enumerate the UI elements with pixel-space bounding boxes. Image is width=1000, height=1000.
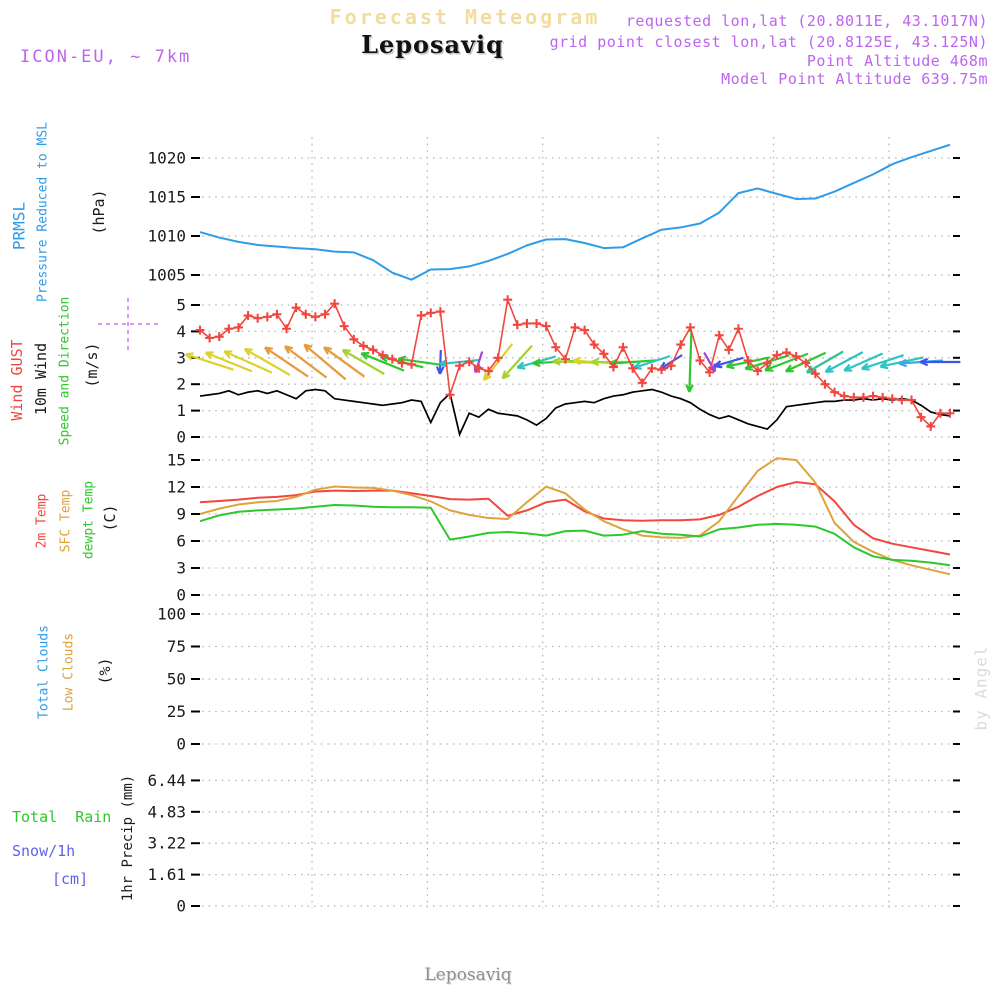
requested-coords: requested lon,lat (20.8011E, 43.1017N) — [625, 12, 988, 30]
svg-text:12: 12 — [166, 477, 186, 497]
svg-text:1015: 1015 — [147, 187, 186, 207]
cm-unit-label: [cm] — [52, 870, 89, 888]
svg-text:25: 25 — [166, 702, 186, 721]
temperature-series — [200, 482, 950, 554]
temp-sfc-label: SFC Temp — [58, 489, 74, 553]
svg-text:75: 75 — [166, 637, 186, 656]
pressure-long-label: Pressure Reduced to MSL — [35, 121, 51, 303]
prmsl-label: PRMSL — [9, 201, 29, 251]
svg-text:0: 0 — [176, 427, 186, 447]
total-rain-label: Total Rain — [12, 808, 112, 826]
model-point-altitude: Model Point Altitude 639.75m — [721, 70, 988, 88]
svg-text:0: 0 — [176, 585, 186, 605]
ms-unit-label: (m/s) — [83, 342, 101, 388]
svg-text:3: 3 — [176, 348, 186, 368]
svg-text:0: 0 — [176, 734, 186, 754]
model-label: ICON-EU, ~ 7km — [20, 47, 192, 67]
temp-dewpt-label: dewpt Temp — [81, 480, 97, 560]
point-altitude: Point Altitude 468m — [806, 52, 988, 70]
wind-direction-arrows — [186, 332, 961, 392]
svg-text:1: 1 — [176, 401, 186, 421]
speed-direction-label: Speed and Direction — [57, 296, 73, 446]
wind-gust-label: Wind GUST — [8, 339, 26, 421]
low-clouds-label: Low Clouds — [61, 632, 77, 712]
svg-text:3.22: 3.22 — [147, 833, 186, 853]
svg-text:0: 0 — [176, 896, 186, 916]
svg-text:1005: 1005 — [147, 265, 186, 285]
svg-text:50: 50 — [166, 669, 186, 689]
wind-10m-series — [200, 389, 950, 434]
watermark: by Angel — [971, 645, 991, 731]
wind-10m-label: 10m Wind — [32, 342, 50, 416]
panel-precip — [147, 749, 960, 916]
svg-text:1.61: 1.61 — [147, 865, 186, 885]
panel-temperature — [167, 443, 960, 605]
grid-point-coords: grid point closest lon,lat (20.8125E, 43.125N) — [549, 33, 988, 51]
percent-unit-label: (%) — [96, 657, 114, 685]
svg-text:2: 2 — [176, 374, 186, 394]
svg-text:6.44: 6.44 — [147, 770, 186, 790]
svg-text:9: 9 — [176, 504, 186, 524]
svg-text:4.83: 4.83 — [147, 802, 186, 822]
svg-text:1010: 1010 — [147, 226, 186, 246]
figure-title: Forecast Meteogram — [329, 5, 601, 29]
snow-label: Snow/1h — [12, 842, 76, 860]
footer-station: Leposaviq — [424, 965, 512, 985]
total-clouds-label: Total Clouds — [36, 625, 52, 719]
hpa-unit-label: (hPa) — [90, 189, 108, 235]
svg-text:1020: 1020 — [147, 148, 186, 168]
wind-compass-icon — [98, 298, 158, 350]
svg-text:5: 5 — [176, 295, 186, 315]
precip-axis-label: 1hr Precip (mm) — [120, 774, 136, 902]
panel-clouds — [157, 602, 960, 754]
svg-text:3: 3 — [176, 558, 186, 578]
celsius-unit-label: (C) — [101, 504, 119, 532]
panel-pressure — [147, 137, 960, 287]
svg-text:15: 15 — [166, 450, 186, 470]
svg-text:4: 4 — [176, 321, 186, 341]
temp-2m-label: 2m Temp — [34, 493, 50, 549]
svg-text:6: 6 — [176, 531, 186, 551]
station-title: Leposaviq — [361, 30, 504, 59]
svg-text:100: 100 — [157, 604, 186, 624]
